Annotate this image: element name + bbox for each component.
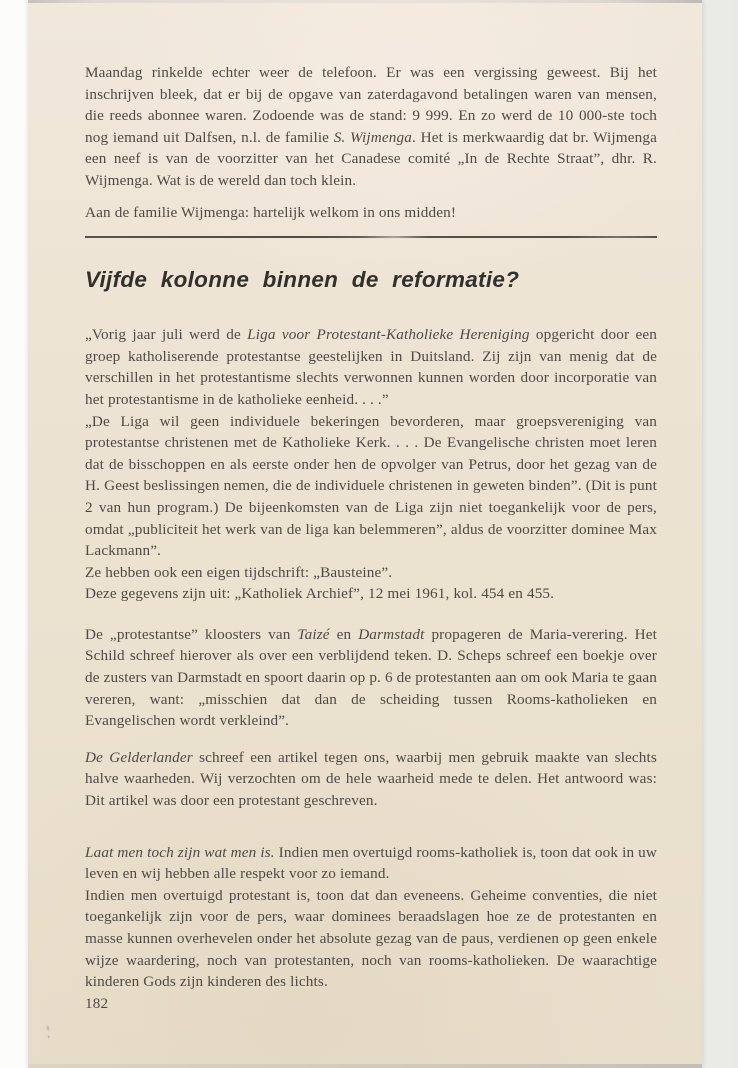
line-source-reference: Deze gegevens zijn uit: „Katholiek Archief”, 12 mei 1961, kol. 454 en 455.	[85, 585, 555, 603]
welcome-line: Aan de familie Wijmenga: hartelijk welkom in ons midden!	[85, 203, 457, 221]
paragraph-laat-men: Laat men toch zijn wat men is. Indien men overtuigd rooms-katholiek is, toon dat ook in uw leven en wij hebben alle respekt voor zo iemand.	[85, 843, 658, 883]
paragraph-kloosters: De „protestantse” kloosters van Taizé en Darmstadt propageren de Maria-verering. Het Schild schreef hierover als over een verblijdend teken. D. Scheps schreef een boekje over de zusters van Darmstadt en spoort daarin op p. 6 de protestanten aan om ook Maria te gaan vereren, want: „misschien dat dan de scheiding tussen Rooms-katholieken en Evangelischen wordt verkleind”.	[85, 625, 658, 730]
book-page	[28, 0, 702, 1068]
paragraph-gelderlander: De Gelderlander schreef een artikel tegen ons, waarbij men gebruik maakte van slechts halve waarheden. Wij verzochten om de hele waarheid mede te delen. Het antwoord was: Dit artikel was door een protestant geschreven.	[85, 748, 657, 810]
page-number: 182	[85, 994, 109, 1012]
scan-edge-top	[28, 0, 702, 3]
article-heading: Vijfde kolonne binnen de reformatie?	[85, 267, 520, 293]
quote-paragraph-program: „De Liga wil geen individuele bekeringen bevorderen, maar groepsvereniging van protestantse christenen met de Katholieke Kerk. . . . De Evangelische christen moet leren dat de bisschoppen en als eerste onder hen de opvolger van Petrus, door het gezag van de H. Geest beslissingen nemen, die de individuele christenen in geweten binden”. (Dit is punt 2 van hun program.) De bijeenkomsten van de Liga zijn niet toegankelijk voor de pers, omdat „publiciteit het werk van de liga kan belemmeren”, aldus de voorzitter dominee Max Lackmann”.	[85, 412, 657, 560]
quote-paragraph-liga: „Vorig jaar juli werd de Liga voor Protestant-Katholieke Hereniging opgericht door een groep katholiserende protestantse geestelijken in Duitsland. Zij zijn van menig dat de verschillen in het protestantisme slechts verwonnen kunnen worden door incorporatie van het protestantisme in de katholieke eenheid. . . .”	[85, 326, 657, 408]
paragraph-conventies: Indien men overtuigd protestant is, toon dat dan eveneens. Geheime conventies, die niet toegankelijk zijn voor de pers, waar dominees beraadslagen hoe ze de protestanten en masse kunnen overhevelen onder het absolute gezag van de paus, verdienen op geen enkele wijze waardering, noch van protestanten, noch van rooms-katholieken. De waarachtige kinderen Gods zijn kinderen des lichts.	[85, 886, 657, 991]
section-divider	[85, 236, 657, 238]
page-text-block	[85, 62, 657, 1014]
intro-paragraph: Maandag rinkelde echter weer de telefoon. Er was een vergissing geweest. Bij het inschrijven bleek, dat er bij de opgave van zaterdagavond betalingen waren van mensen, die reeds abonnee waren. Zodoende was de stand: 9 999. En zo werd de 10 000-ste toch nog iemand uit Dalfsen, n.l. de familie S. Wijmenga. Het is merkwaardig dat br. Wijmenga een neef is van de voorzitter van het Canadese comité „In de Rechte Straat”, dhr. R. Wijmenga. Wat is de wereld dan toch klein.	[85, 64, 657, 189]
line-tijdschrift: Ze hebben ook een eigen tijdschrift: „Bausteine”.	[85, 563, 393, 581]
scan-edge-bottom	[28, 1064, 702, 1068]
